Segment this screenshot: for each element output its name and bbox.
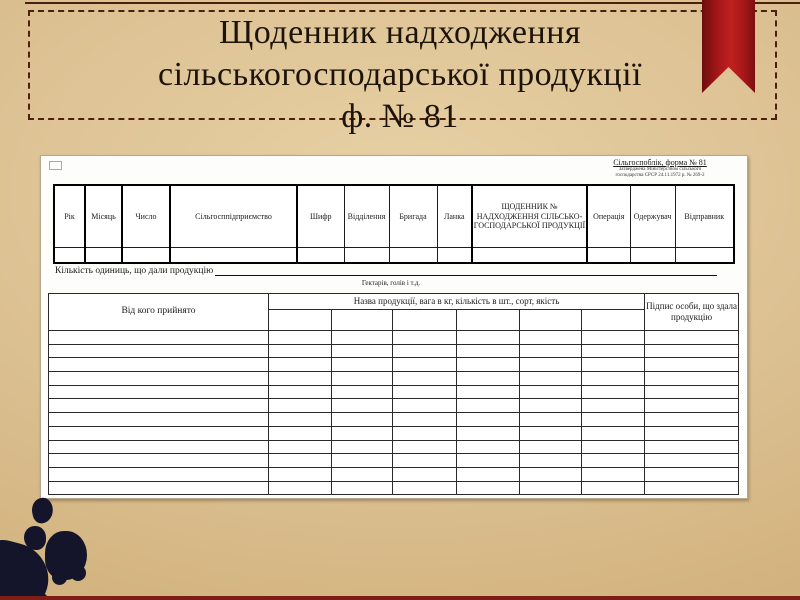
table-row xyxy=(49,385,739,399)
table-row xyxy=(49,344,739,358)
empty-cell xyxy=(520,467,582,481)
empty-cell xyxy=(645,331,739,345)
table-row xyxy=(49,399,739,413)
empty-cell xyxy=(393,344,457,358)
empty-cell xyxy=(645,481,739,495)
empty-cell xyxy=(269,413,332,427)
empty-cell xyxy=(389,248,437,264)
empty-cell xyxy=(520,331,582,345)
empty-cell xyxy=(645,440,739,454)
empty-cell xyxy=(520,399,582,413)
empty-cell xyxy=(645,372,739,386)
empty-cell xyxy=(582,310,645,331)
empty-cell xyxy=(582,331,645,345)
ink-blot xyxy=(52,570,67,585)
page-title xyxy=(40,12,760,138)
empty-cell xyxy=(269,310,332,331)
empty-cell xyxy=(332,358,393,372)
empty-cell xyxy=(645,467,739,481)
empty-cell xyxy=(269,467,332,481)
empty-cell xyxy=(393,481,457,495)
empty-cell xyxy=(269,331,332,345)
empty-cell xyxy=(393,454,457,468)
column-header-day: Число xyxy=(122,185,170,248)
empty-cell xyxy=(170,248,297,264)
signature-header: Підпис особи, що здала продукцію xyxy=(645,294,739,331)
empty-cell xyxy=(630,248,675,264)
column-header-enterprise: Сільгосппідприємство xyxy=(170,185,297,248)
empty-cell xyxy=(520,426,582,440)
empty-cell xyxy=(393,413,457,427)
qty-units-row xyxy=(55,265,717,276)
form-ref-note-line1: Затверджена Міністерством сільського xyxy=(618,167,702,172)
empty-cell xyxy=(457,454,520,468)
empty-cell xyxy=(645,344,739,358)
form-ref-title: Сільгоспоблік, форма № 81 xyxy=(613,158,707,167)
empty-cell xyxy=(457,481,520,495)
qty-units-blank-line xyxy=(215,265,717,276)
empty-cell xyxy=(49,467,269,481)
empty-cell xyxy=(393,358,457,372)
lower-table-header-row xyxy=(49,294,739,310)
empty-cell xyxy=(332,413,393,427)
top-rule xyxy=(25,2,800,4)
lower-table-body xyxy=(49,331,739,495)
empty-cell xyxy=(520,413,582,427)
empty-cell xyxy=(645,385,739,399)
empty-cell xyxy=(269,372,332,386)
empty-cell xyxy=(582,454,645,468)
title-line-2: сільськогосподарської продукції xyxy=(158,56,642,93)
empty-cell xyxy=(457,413,520,427)
table-row xyxy=(49,372,739,386)
column-header-department: Відділення xyxy=(344,185,389,248)
empty-cell xyxy=(457,344,520,358)
empty-cell xyxy=(49,399,269,413)
table-row xyxy=(49,358,739,372)
empty-cell xyxy=(520,454,582,468)
empty-cell xyxy=(393,440,457,454)
empty-cell xyxy=(332,310,393,331)
empty-cell xyxy=(49,372,269,386)
hectares-caption: Гектарів, голів і т.д. xyxy=(361,279,421,287)
empty-cell xyxy=(269,399,332,413)
column-header-sender: Відправник xyxy=(675,185,734,248)
empty-cell xyxy=(49,385,269,399)
empty-cell xyxy=(269,358,332,372)
column-header-operation: Операція xyxy=(587,185,630,248)
empty-cell xyxy=(520,481,582,495)
table-row xyxy=(49,454,739,468)
qty-units-label: Кількість одиниць, що дали продукцію xyxy=(55,266,214,276)
empty-cell xyxy=(520,372,582,386)
empty-cell xyxy=(269,344,332,358)
title-line-3: ф. № 81 xyxy=(341,98,459,135)
product-details-header: Назва продукції, вага в кг, кількість в шт., сорт, якість xyxy=(269,294,645,310)
empty-cell xyxy=(332,344,393,358)
empty-cell xyxy=(582,413,645,427)
empty-cell xyxy=(457,331,520,345)
column-header-code: Шифр xyxy=(297,185,344,248)
empty-cell xyxy=(393,385,457,399)
empty-cell xyxy=(457,310,520,331)
top-table-header-row xyxy=(54,185,734,248)
column-header-diary-title: ЩОДЕННИК № НАДХОДЖЕННЯ СІЛЬСЬКО-ГОСПОДАРСЬКОЇ ПРОДУКЦІЇ xyxy=(472,185,587,248)
column-header-brigade: Бригада xyxy=(389,185,437,248)
empty-cell xyxy=(49,454,269,468)
empty-cell xyxy=(520,385,582,399)
empty-cell xyxy=(582,385,645,399)
ink-blot xyxy=(30,496,56,525)
empty-cell xyxy=(457,358,520,372)
empty-cell xyxy=(332,426,393,440)
bottom-accent-bar xyxy=(0,596,800,600)
empty-cell xyxy=(49,440,269,454)
empty-cell xyxy=(122,248,170,264)
empty-cell xyxy=(393,310,457,331)
empty-cell xyxy=(332,385,393,399)
column-header-link: Ланка xyxy=(437,185,472,248)
empty-cell xyxy=(393,399,457,413)
scan-artifact-box xyxy=(49,161,62,170)
empty-cell xyxy=(437,248,472,264)
table-row xyxy=(49,481,739,495)
empty-cell xyxy=(393,426,457,440)
empty-cell xyxy=(49,358,269,372)
empty-cell xyxy=(582,440,645,454)
empty-cell xyxy=(393,372,457,386)
empty-cell xyxy=(457,399,520,413)
empty-cell xyxy=(393,331,457,345)
empty-cell xyxy=(332,481,393,495)
empty-cell xyxy=(472,248,587,264)
empty-cell xyxy=(582,344,645,358)
empty-cell xyxy=(49,426,269,440)
table-row xyxy=(49,331,739,345)
empty-cell xyxy=(393,467,457,481)
empty-cell xyxy=(457,372,520,386)
empty-cell xyxy=(582,481,645,495)
empty-cell xyxy=(49,481,269,495)
empty-cell xyxy=(344,248,389,264)
column-header-year: Рік xyxy=(54,185,85,248)
empty-cell xyxy=(49,413,269,427)
empty-cell xyxy=(520,344,582,358)
empty-cell xyxy=(269,440,332,454)
column-header-recipient: Одержувач xyxy=(630,185,675,248)
empty-cell xyxy=(332,399,393,413)
empty-cell xyxy=(297,248,344,264)
empty-cell xyxy=(645,413,739,427)
empty-cell xyxy=(269,426,332,440)
empty-cell xyxy=(49,344,269,358)
empty-cell xyxy=(587,248,630,264)
empty-cell xyxy=(332,467,393,481)
empty-cell xyxy=(645,399,739,413)
empty-cell xyxy=(520,310,582,331)
form-ref xyxy=(576,158,744,179)
form-ref-note-line2: господарства СРСР 24.11.1972 р. № 269-2 xyxy=(615,172,705,178)
empty-cell xyxy=(582,399,645,413)
empty-cell xyxy=(54,248,85,264)
empty-cell xyxy=(269,454,332,468)
empty-cell xyxy=(645,454,739,468)
empty-cell xyxy=(332,440,393,454)
empty-cell xyxy=(582,467,645,481)
empty-cell xyxy=(582,426,645,440)
empty-cell xyxy=(332,454,393,468)
ink-blot xyxy=(28,585,37,594)
empty-cell xyxy=(332,331,393,345)
top-table xyxy=(53,184,735,264)
empty-cell xyxy=(49,331,269,345)
empty-cell xyxy=(582,372,645,386)
empty-cell xyxy=(582,358,645,372)
empty-cell xyxy=(645,426,739,440)
received-from-header: Від кого прийнято xyxy=(49,294,269,331)
ink-blot xyxy=(70,565,86,581)
empty-cell xyxy=(457,426,520,440)
title-line-1: Щоденник надходження xyxy=(218,14,582,51)
lower-table xyxy=(48,293,739,495)
empty-cell xyxy=(520,440,582,454)
table-row xyxy=(49,413,739,427)
empty-cell xyxy=(645,358,739,372)
table-row xyxy=(49,440,739,454)
empty-cell xyxy=(457,440,520,454)
table-row xyxy=(49,467,739,481)
empty-cell xyxy=(332,372,393,386)
empty-cell xyxy=(457,467,520,481)
table-row xyxy=(49,426,739,440)
empty-cell xyxy=(520,358,582,372)
empty-cell xyxy=(675,248,734,264)
empty-cell xyxy=(269,481,332,495)
column-header-month: Місяць xyxy=(85,185,122,248)
empty-cell xyxy=(85,248,122,264)
top-table-empty-row xyxy=(54,248,734,264)
empty-cell xyxy=(457,385,520,399)
form-scan xyxy=(40,155,748,499)
empty-cell xyxy=(269,385,332,399)
